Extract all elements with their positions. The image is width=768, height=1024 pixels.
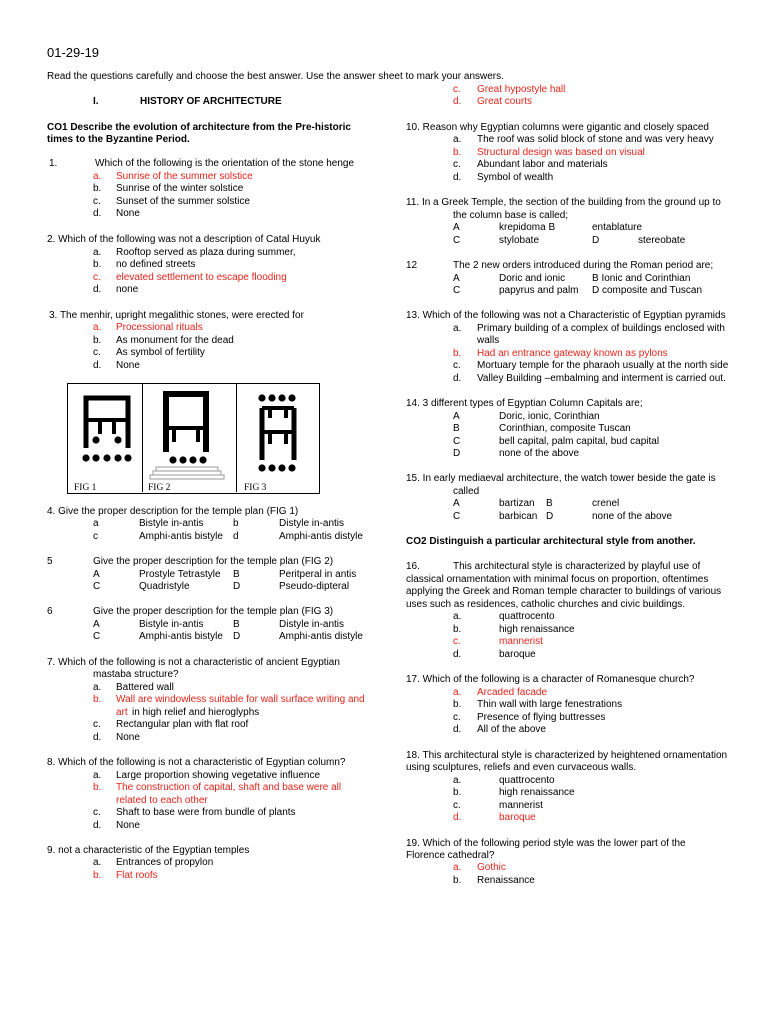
text-line: B (233, 569, 240, 580)
text-line: a. (453, 323, 462, 334)
text-line: Rooftop served as plaza during summer, (116, 247, 296, 258)
text-line: 16. (406, 561, 420, 572)
text-line: the column base is called; (453, 210, 569, 221)
text-line: D (592, 235, 600, 246)
text-line: Entrances of propylon (116, 857, 214, 868)
text-line: krepidoma B (499, 222, 556, 233)
fig1-caption: FIG 1 (74, 483, 97, 493)
text-line: mastaba structure? (93, 669, 179, 680)
text-line: Great courts (477, 96, 533, 107)
text-line: c. (453, 800, 461, 811)
text-line: Arcaded facade (477, 687, 548, 698)
text-line: Distyle in-antis (279, 518, 345, 529)
text-line: c. (93, 719, 101, 730)
text-line: 5 (47, 556, 53, 567)
text-line: none (116, 284, 139, 295)
text-line: crenel (592, 498, 620, 509)
text-line: d. (453, 724, 462, 735)
text-line: b. (453, 147, 462, 158)
text-line: Rectangular plan with flat roof (116, 719, 249, 730)
text-line: A (453, 498, 460, 509)
text-line: Doric and ionic (499, 273, 566, 284)
text-line: walls (477, 335, 500, 346)
text-line: Structural design was based on visual (477, 147, 645, 158)
text-line: d. (453, 96, 462, 107)
text-line: Flat roofs (116, 870, 158, 881)
text-line: Processional rituals (116, 322, 203, 333)
text-line: a. (93, 682, 102, 693)
text-line: 19. Which of the following period style was the lower part of the (406, 838, 686, 849)
text-line: none of the above (592, 511, 673, 522)
text-line: stylobate (499, 235, 540, 246)
text-line: a. (453, 687, 462, 698)
text-line: c. (453, 84, 461, 95)
text-line: Amphi-antis distyle (279, 631, 363, 642)
text-line: 8. Which of the following is not a characteristic of Egyptian column? (47, 757, 346, 768)
text-line: The roof was solid block of stone and was very heavy (477, 134, 714, 145)
text-line: Renaissance (477, 875, 535, 886)
text-line: Had an entrance gateway known as pylons (477, 348, 668, 359)
text-line: d. (453, 373, 462, 384)
text-line: None (116, 820, 140, 831)
text-line: uses such as residences, catholic churches and civic buildings. (406, 599, 686, 610)
text-line: Mortuary temple for the pharaoh usually at the north side (477, 360, 729, 371)
text-line: b. (453, 624, 462, 635)
section-number: I. (93, 96, 99, 107)
text-line: Sunrise of the winter solstice (116, 183, 244, 194)
text-line: no defined streets (116, 259, 196, 270)
text-line: Prostyle Tetrastyle (139, 569, 221, 580)
text-line: 14. 3 different types of Egyptian Column Capitals are; (406, 398, 643, 409)
fig2-caption: FIG 2 (148, 483, 171, 493)
text-line: mannerist (499, 800, 543, 811)
text-line: 11. In a Greek Temple, the section of the building from the ground up to (406, 197, 721, 208)
text-line: in high relief and hieroglyphs (132, 707, 260, 718)
text-line: Bistyle in-antis (139, 518, 204, 529)
text-line: D (233, 631, 241, 642)
text-line: entablature (592, 222, 643, 233)
text-line: none of the above (499, 448, 580, 459)
text-line: Thin wall with large fenestrations (477, 699, 623, 710)
temple-plan-fig2 (148, 386, 232, 480)
text-line: 12 (406, 260, 418, 271)
text-line: b. (453, 787, 462, 798)
text-line: 10. Reason why Egyptian columns were gigantic and closely spaced (406, 122, 709, 133)
text-line: C (453, 285, 461, 296)
text-line: C (453, 511, 461, 522)
text-line: Corinthian, composite Tuscan (499, 423, 631, 434)
temple-plan-figures (67, 383, 320, 494)
text-line: d. (93, 820, 102, 831)
text-line: Amphi-antis bistyle (139, 531, 223, 542)
text-line: applying the Greek and Roman temple character to buildings of various (406, 586, 722, 597)
text-line: Which of the following is the orientation of the stone henge (95, 158, 355, 169)
text-line: C (453, 436, 461, 447)
instructions: Read the questions carefully and choose the best answer. Use the answer sheet to mark your answers. (47, 71, 504, 82)
text-line: barbican (499, 511, 538, 522)
text-line: b. (453, 348, 462, 359)
text-line: quattrocento (499, 775, 555, 786)
text-line: Amphi-antis distyle (279, 531, 363, 542)
text-line: c. (93, 807, 101, 818)
fig3-caption: FIG 3 (244, 483, 267, 493)
text-line: Peritperal in antis (279, 569, 357, 580)
text-line: stereobate (638, 235, 686, 246)
text-line: C (453, 235, 461, 246)
text-line: bell capital, palm capital, bud capital (499, 436, 660, 447)
text-line: 13. Which of the following was not a Characteristic of Egyptian pyramids (406, 310, 726, 321)
text-line: 15. In early mediaeval architecture, the watch tower beside the gate is (406, 473, 716, 484)
text-line: The 2 new orders introduced during the Roman period are; (453, 260, 714, 271)
exam-date: 01-29-19 (47, 45, 100, 60)
text-line: The construction of capital, shaft and base were all (116, 782, 342, 793)
text-line: a (93, 518, 99, 529)
text-line: Florence cathedral? (406, 850, 495, 861)
text-line: B (546, 498, 553, 509)
text-line: related to each other (116, 795, 208, 806)
text-line: a. (93, 857, 102, 868)
text-line: high renaissance (499, 787, 575, 798)
text-line: b. (453, 875, 462, 886)
text-line: d. (93, 284, 102, 295)
text-line: D composite and Tuscan (592, 285, 703, 296)
text-line: A (93, 619, 100, 630)
text-line: 7. Which of the following is not a characteristic of ancient Egyptian (47, 657, 340, 668)
text-line: This architectural style is characterized by playful use of (453, 561, 701, 572)
text-line: d. (93, 208, 102, 219)
text-line: a. (93, 322, 102, 333)
text-line: using sculptures, reliefs and even curvaceous walls. (406, 762, 637, 773)
text-line: c. (93, 347, 101, 358)
text-line: 2. Which of the following was not a description of Catal Huyuk (47, 234, 321, 245)
text-line: Pseudo-dipteral (279, 581, 350, 592)
text-line: D (233, 581, 241, 592)
text-line: C (93, 631, 101, 642)
text-line: 18. This architectural style is characterized by heightened ornamentation (406, 750, 728, 761)
temple-plan-fig1 (76, 390, 138, 468)
text-line: Give the proper description for the temple plan (FIG 3) (93, 606, 334, 617)
text-line: c. (453, 360, 461, 371)
text-line: Abundant labor and materials (477, 159, 608, 170)
text-line: A (453, 411, 460, 422)
text-line: 17. Which of the following is a character of Romanesque church? (406, 674, 695, 685)
text-line: Primary building of a complex of buildings enclosed with (477, 323, 725, 334)
text-line: Presence of flying buttresses (477, 712, 606, 723)
text-line: c. (93, 196, 101, 207)
text-line: 4. Give the proper description for the temple plan (FIG 1) (47, 506, 299, 517)
text-line: baroque (499, 649, 536, 660)
text-line: c. (453, 712, 461, 723)
text-line: Give the proper description for the temple plan (FIG 2) (93, 556, 334, 567)
text-line: quattrocento (499, 611, 555, 622)
text-line: Quadristyle (139, 581, 190, 592)
text-line: high renaissance (499, 624, 575, 635)
text-line: b. (93, 335, 102, 346)
text-line: d. (453, 649, 462, 660)
text-line: A (453, 222, 460, 233)
text-line: 3. The menhir, upright megalithic stones, were erected for (49, 310, 304, 321)
text-line: b. (93, 694, 102, 705)
text-line: Wall are windowless suitable for wall surface writing and (116, 694, 365, 705)
text-line: c (93, 531, 98, 542)
text-line: art (116, 707, 128, 718)
text-line: Amphi-antis bistyle (139, 631, 223, 642)
text-line: All of the above (477, 724, 546, 735)
text-line: Doric, ionic, Corinthian (499, 411, 600, 422)
text-line: b. (93, 259, 102, 270)
text-line: baroque (499, 812, 536, 823)
text-line: d. (453, 812, 462, 823)
text-line: None (116, 208, 140, 219)
text-line: B Ionic and Corinthian (592, 273, 691, 284)
text-line: Great hypostyle hall (477, 84, 566, 95)
text-line: b. (93, 782, 102, 793)
text-line: Symbol of wealth (477, 172, 554, 183)
co2-heading: CO2 Distinguish a particular architectural style from another. (406, 536, 696, 547)
temple-plan-fig3 (248, 390, 310, 478)
text-line: A (453, 273, 460, 284)
text-line: b. (93, 870, 102, 881)
text-line: B (233, 619, 240, 630)
text-line: As symbol of fertility (116, 347, 205, 358)
text-line: 6 (47, 606, 53, 617)
text-line: None (116, 360, 140, 371)
text-line: D (546, 511, 554, 522)
text-line: 1. (49, 158, 58, 169)
text-line: a. (453, 134, 462, 145)
text-line: bartizan (499, 498, 535, 509)
text-line: elevated settlement to escape flooding (116, 272, 287, 283)
text-line: A (93, 569, 100, 580)
text-line: Bistyle in-antis (139, 619, 204, 630)
text-line: b. (453, 699, 462, 710)
text-line: Valley Building –embalming and interment is carried out. (477, 373, 726, 384)
text-line: mannerist (499, 636, 543, 647)
text-line: D (453, 448, 461, 459)
text-line: As monument for the dead (116, 335, 234, 346)
text-line: d. (453, 172, 462, 183)
text-line: a. (93, 247, 102, 258)
text-line: c. (93, 272, 101, 283)
text-line: d. (93, 360, 102, 371)
text-line: Large proportion showing vegetative influence (116, 770, 321, 781)
text-line: b (233, 518, 239, 529)
text-line: None (116, 732, 140, 743)
section-title: HISTORY OF ARCHITECTURE (140, 96, 282, 107)
text-line: a. (93, 171, 102, 182)
text-line: Sunset of the summer solstice (116, 196, 250, 207)
text-line: C (93, 581, 101, 592)
text-line: b. (93, 183, 102, 194)
text-line: Sunrise of the summer solstice (116, 171, 253, 182)
text-line: papyrus and palm (499, 285, 579, 296)
text-line: a. (453, 775, 462, 786)
text-line: a. (93, 770, 102, 781)
text-line: Gothic (477, 862, 506, 873)
text-line: d (233, 531, 239, 542)
text-line: 9. not a characteristic of the Egyptian temples (47, 845, 250, 856)
co1-heading-cont: times to the Byzantine Period. (47, 134, 190, 145)
text-line: d. (93, 732, 102, 743)
text-line: Shaft to base were from bundle of plants (116, 807, 296, 818)
text-line: c. (453, 636, 461, 647)
text-line: Battered wall (116, 682, 174, 693)
text-line: a. (453, 862, 462, 873)
text-line: classical ornamentation with minimal focus on proportion, oftentimes (406, 574, 709, 585)
text-line: Distyle in-antis (279, 619, 345, 630)
text-line: B (453, 423, 460, 434)
text-line: a. (453, 611, 462, 622)
text-line: called (453, 486, 480, 497)
text-line: c. (453, 159, 461, 170)
co1-heading: CO1 Describe the evolution of architecture from the Pre-historic (47, 122, 351, 133)
